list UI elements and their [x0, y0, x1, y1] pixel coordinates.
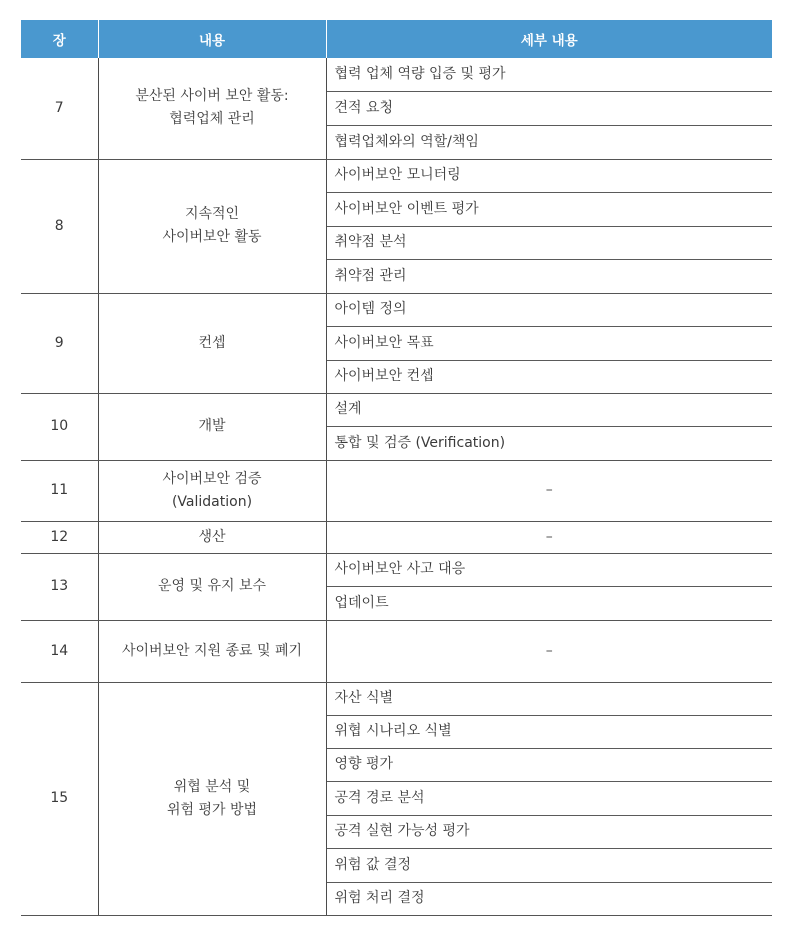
content-cell: [98, 159, 326, 293]
content-line: 개발: [198, 418, 226, 434]
content-line: 사이버보안 활동: [162, 229, 262, 245]
content-line: (Validation): [171, 493, 253, 510]
chapter-cell: 15: [21, 682, 98, 915]
detail-cell: 통합 및 검증 (Verification): [326, 426, 772, 460]
detail-cell: 업데이트: [326, 586, 772, 620]
chapter-cell: 13: [21, 553, 98, 620]
table-row: [21, 553, 772, 586]
detail-cell: 사이버보안 목표: [326, 326, 772, 360]
detail-cell: 공격 경로 분석: [326, 781, 772, 815]
chapter-cell: 7: [21, 58, 98, 159]
table-row: [21, 293, 772, 326]
table-row: [21, 521, 772, 553]
detail-cell: 자산 식별: [326, 682, 772, 715]
content-line: 지속적인: [184, 206, 240, 222]
content-line: 위협 분석 및: [173, 778, 251, 795]
content-cell: [98, 553, 326, 620]
detail-cell: 위험 값 결정: [326, 848, 772, 882]
table-row: [21, 460, 772, 521]
header-content: 내용: [98, 20, 326, 58]
chapter-cell: 10: [21, 393, 98, 460]
content-line: 위험 평가 방법: [166, 801, 258, 818]
content-line: 사이버보안 지원 종료 및 폐기: [121, 642, 303, 659]
content-cell: [98, 293, 326, 393]
detail-cell: 사이버보안 컨셉: [326, 360, 772, 393]
content-cell: [98, 393, 326, 460]
detail-cell: 견적 요청: [326, 91, 772, 125]
detail-cell: 영향 평가: [326, 748, 772, 781]
table-row: [21, 620, 772, 682]
table-row: [21, 393, 772, 426]
detail-cell: 사이버보안 이벤트 평가: [326, 192, 772, 226]
content-cell: [98, 521, 326, 553]
empty-dash: –: [326, 460, 772, 521]
content-line: 협력업체 관리: [169, 111, 255, 128]
table-row: [21, 58, 772, 91]
cybersecurity-chapter-table: [21, 20, 772, 916]
chapter-cell: 8: [21, 159, 98, 293]
chapter-cell: 12: [21, 521, 98, 553]
content-line: 운영 및 유지 보수: [157, 578, 267, 594]
header-row: [21, 20, 772, 58]
chapter-cell: 11: [21, 460, 98, 521]
chapter-cell: 14: [21, 620, 98, 682]
detail-cell: 사이버보안 사고 대응: [326, 553, 772, 586]
content-line: 분산된 사이버 보안 활동:: [135, 88, 289, 105]
table-container: [21, 20, 772, 916]
chapter-cell: 9: [21, 293, 98, 393]
header-details: 세부 내용: [326, 20, 772, 58]
detail-cell: 협력업체와의 역할/책임: [326, 125, 772, 159]
content-line: 생산: [198, 528, 226, 545]
detail-cell: 취약점 관리: [326, 259, 772, 293]
content-cell: [98, 58, 326, 159]
table-row: [21, 159, 772, 192]
content-cell: [98, 460, 326, 521]
detail-cell: 위협 시나리오 식별: [326, 715, 772, 748]
content-line: 사이버보안 검증: [162, 470, 262, 487]
empty-dash: –: [326, 620, 772, 682]
content-cell: [98, 682, 326, 915]
content-cell: [98, 620, 326, 682]
header-chapter: 장: [21, 20, 98, 58]
detail-cell: 협력 업체 역량 입증 및 평가: [326, 58, 772, 91]
content-line: 컨셉: [198, 334, 226, 351]
detail-cell: 설계: [326, 393, 772, 426]
table-row: [21, 682, 772, 715]
detail-cell: 아이템 정의: [326, 293, 772, 326]
detail-cell: 위험 처리 결정: [326, 882, 772, 915]
empty-dash: –: [326, 521, 772, 553]
detail-cell: 공격 실현 가능성 평가: [326, 815, 772, 848]
detail-cell: 취약점 분석: [326, 226, 772, 259]
detail-cell: 사이버보안 모니터링: [326, 159, 772, 192]
